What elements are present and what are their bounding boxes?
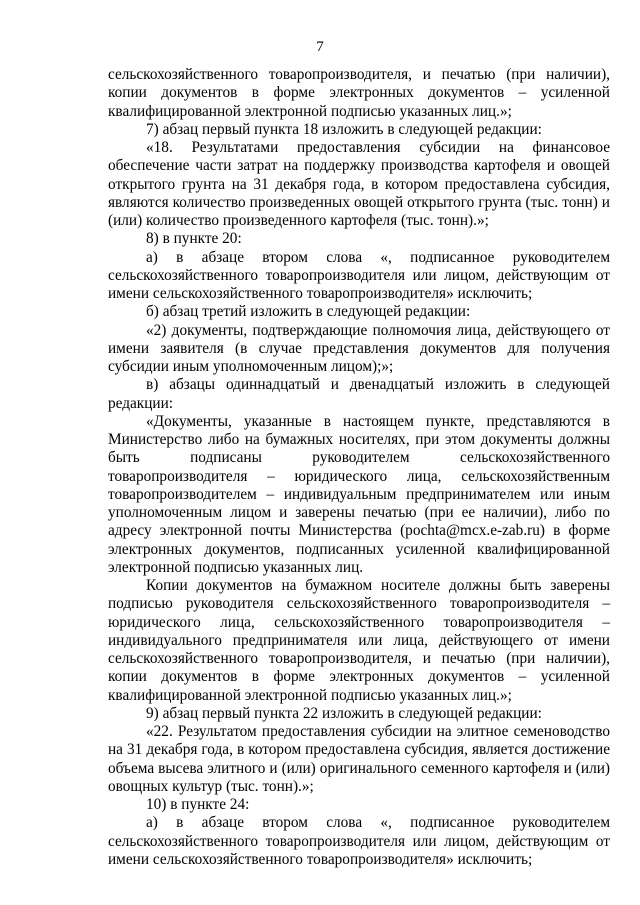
paragraph: 9) абзац первый пункта 22 изложить в следующей редакции: <box>146 704 542 722</box>
paragraph: б) абзац третий изложить в следующей редакции: <box>146 303 471 321</box>
paragraph: «18. Результатами предоставления субсидии на финансовое обеспечение части затрат на поддержку производства картофеля и овощей открытого грунта на 31 декабря года, в котором предоставлена субсидия, являются количество произведенных овощей открытого грунта (тыс. тонн) и (или) количество произведенного картофеля (тыс. тонн).»; <box>108 139 610 229</box>
paragraph: а) в абзаце втором слова «, подписанное руководителем сельскохозяйственного товаропроизводителя или лицом, действующим от имени сельскохозяйственного товаропроизводителя» исключить; <box>108 814 610 868</box>
paragraph: 8) в пункте 20: <box>146 230 242 248</box>
paragraph: в) абзацы одиннадцатый и двенадцатый изложить в следующей редакции: <box>108 376 610 412</box>
paragraph: а) в абзаце втором слова «, подписанное руководителем сельскохозяйственного товаропроизводителя или лицом, действующим от имени сельскохозяйственного товаропроизводителя» исключить; <box>108 248 610 302</box>
page-number: 7 <box>316 39 324 55</box>
document-body <box>108 66 610 869</box>
paragraph: 10) в пункте 24: <box>146 796 250 813</box>
paragraph: «Документы, указанные в настоящем пункте, представляются в Министерство либо на бумажных носителях, при этом документы должны быть подписаны руководителем сельскохозяйственного товаропроизводителя – юридического лица, сельскохозяйственным товаропроизводителем – индивидуальным предпринимателем или иным уполномоченным лицом и заверены печатью (при ее наличии), либо по адресу электронной почты Министерства (pochta@mcx.e-zab.ru) в форме электронных документов, подписанных усиленной квалифицированной электронной подписью указанных лиц. <box>108 412 610 576</box>
paragraph: «2) документы, подтверждающие полномочия лица, действующего от имени заявителя (в случае представления документов для получения субсидии иным уполномоченным лицом);»; <box>108 321 610 375</box>
paragraph: 7) абзац первый пункта 18 изложить в следующей редакции: <box>146 120 542 138</box>
paragraph: Копии документов на бумажном носителе должны быть заверены подписью руководителя сельскохозяйственного товаропроизводителя – юридического лица, сельскохозяйственного товаропроизводителя – индивидуального предпринимателя или лица, действующего от имени сельскохозяйственного товаропроизводителя, и печатью (при наличии), копии документов в форме электронных документов – усиленной квалифицированной электронной подписью указанных лиц.»; <box>108 577 610 704</box>
paragraph: сельскохозяйственного товаропроизводителя, и печатью (при наличии), копии документов в форме электронных документов – усиленной квалифицированной электронной подписью указанных лиц.»; <box>108 66 610 120</box>
paragraph: «22. Результатом предоставления субсидии на элитное семеноводство на 31 декабря года, в котором предоставлена субсидия, является достижение объема высева элитного и (или) оригинального семенного картофеля и (или) овощных культур (тыс. тонн).»; <box>108 723 610 795</box>
